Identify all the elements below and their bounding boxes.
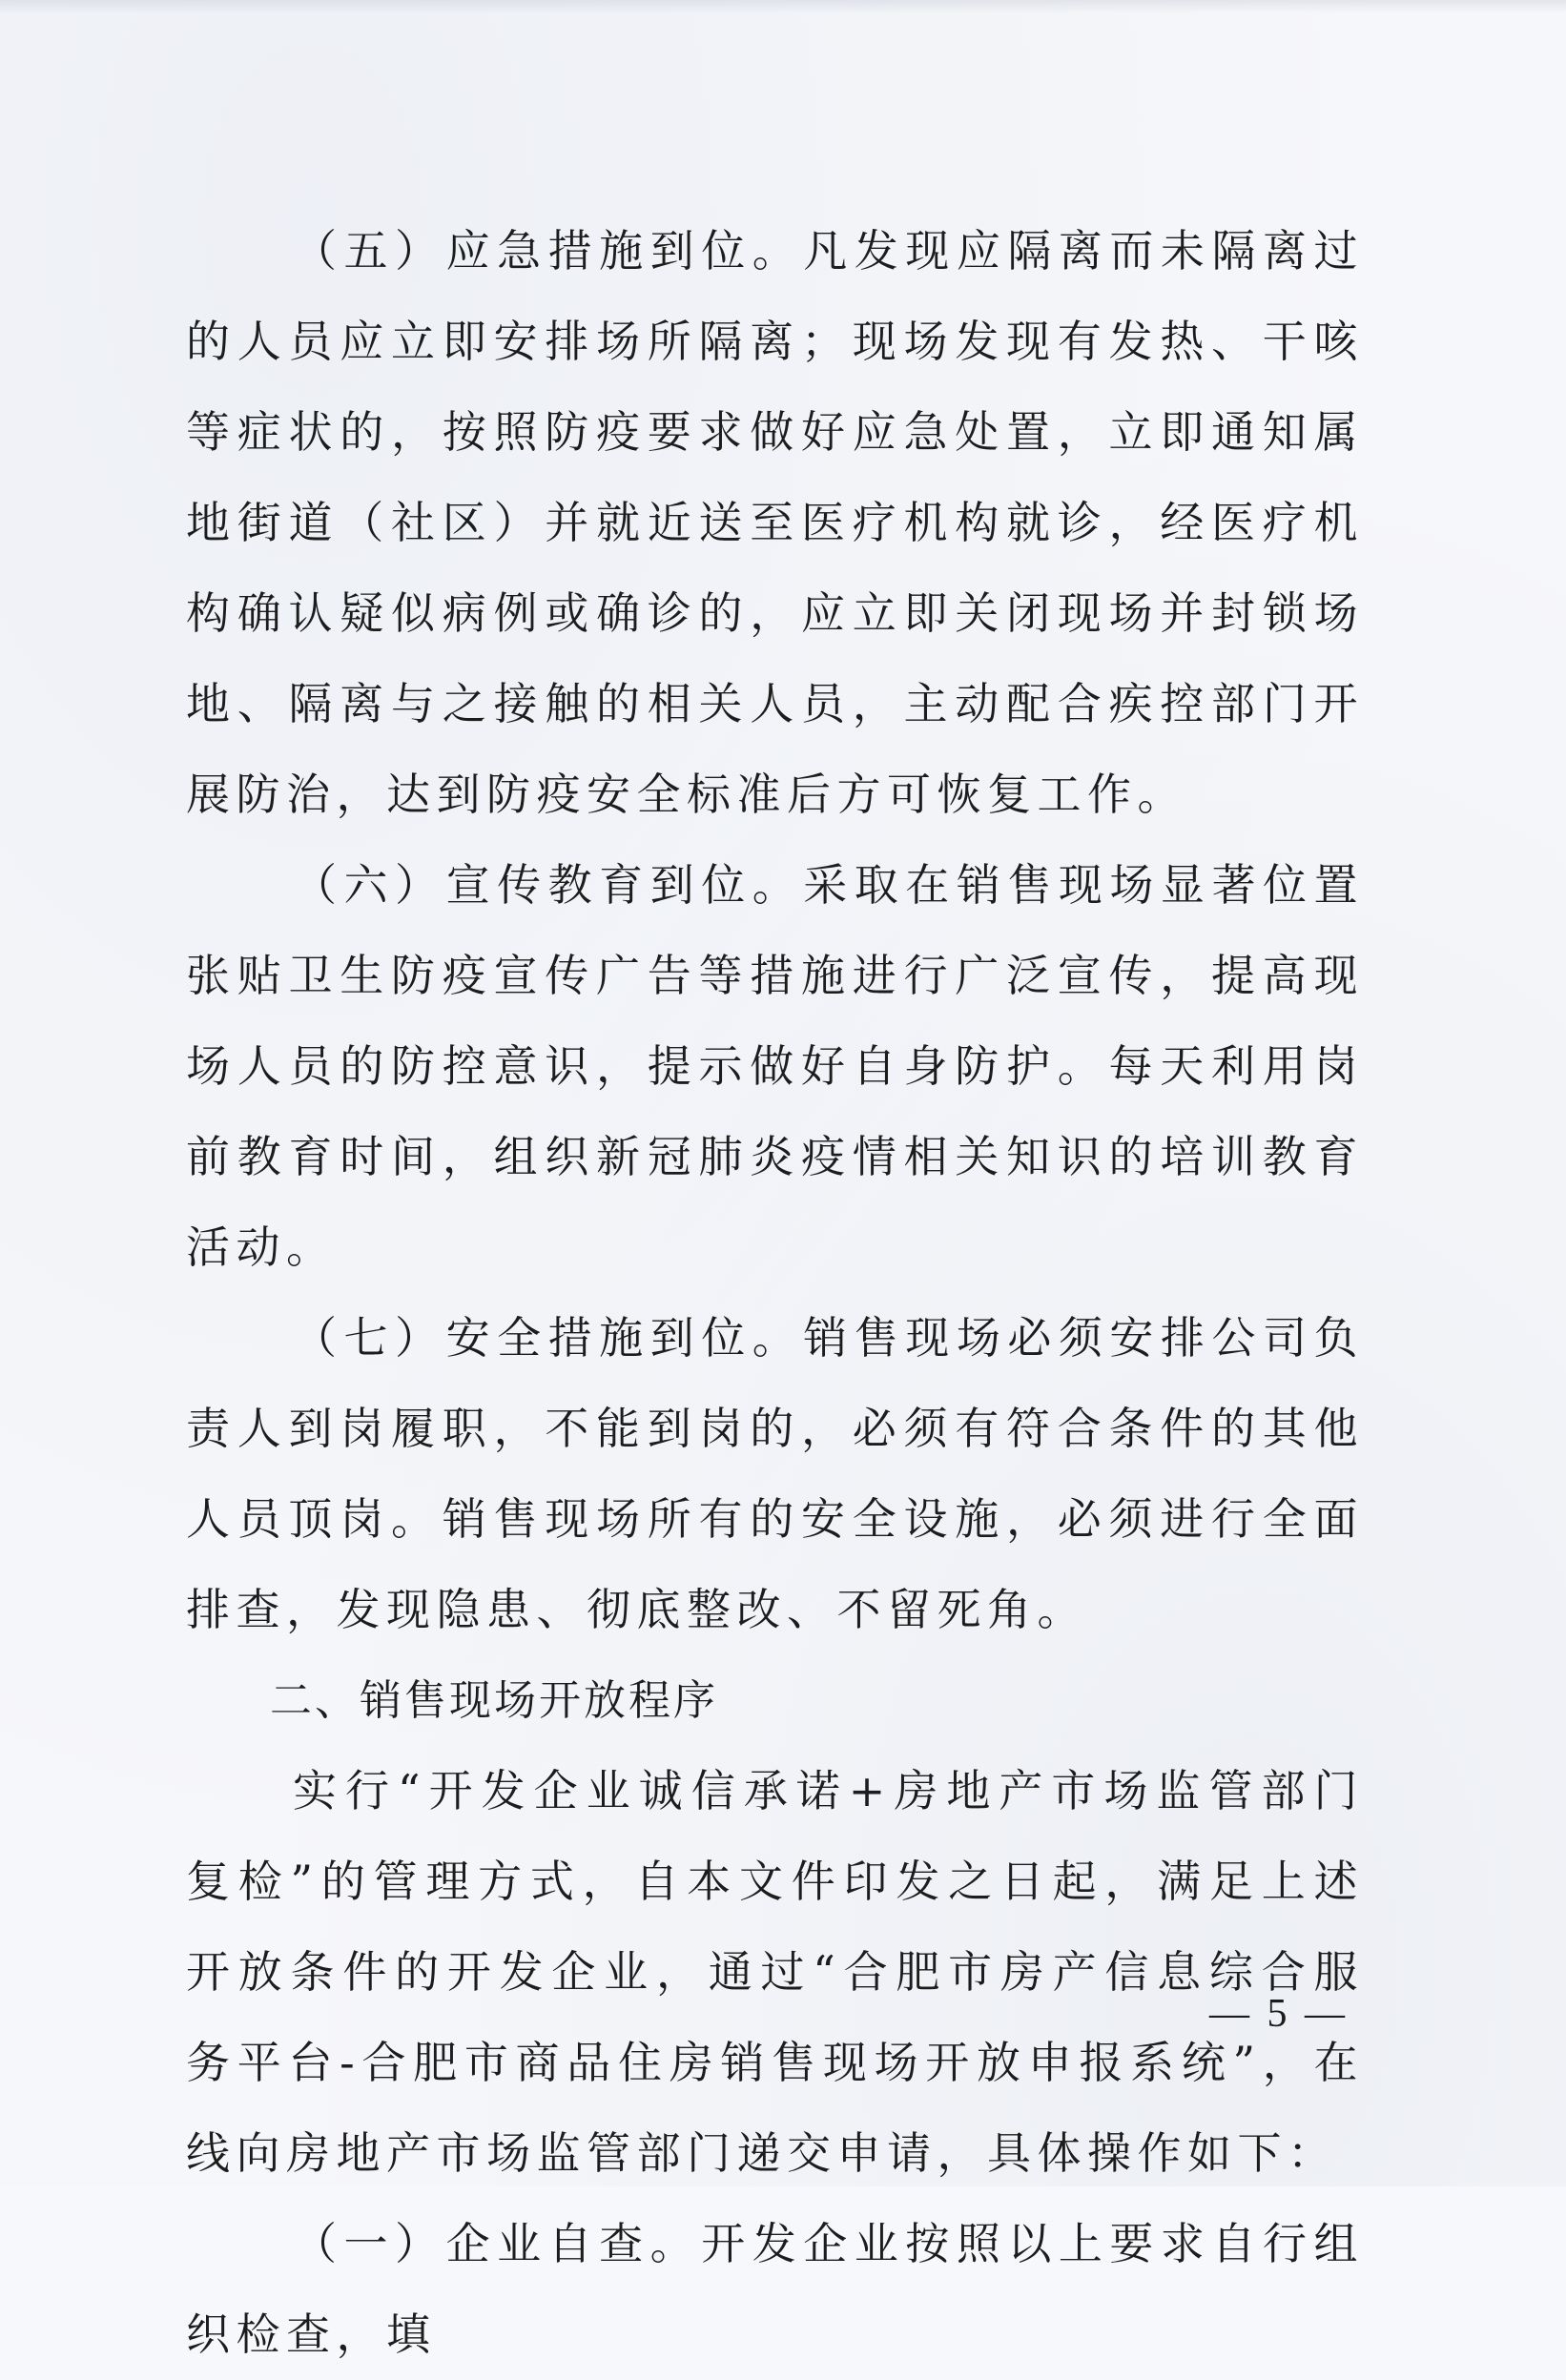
paragraph-safety-measures: （七）安全措施到位。销售现场必须安排公司负责人到岗履职，不能到岗的，必须有符合条件的其他人员顶岗。销售现场所有的安全设施，必须进行全面排查，发现隐患、彻底整改、不留死角。 [186,1312,1364,1635]
section-heading-opening-procedure: 二、销售现场开放程序 [270,1676,718,1725]
page-number: — 5 — [1209,1992,1349,2036]
paragraph-publicity-education: （六）宣传教育到位。采取在销售现场显著位置张贴卫生防疫宣传广告等措施进行广泛宣传，提高现场人员的防控意识，提示做好自身防护。每天利用岗前教育时间，组织新冠肺炎疫情相关知识的培训教育活动。 [186,859,1364,1273]
paragraph-management-method: 实行“开发企业诚信承诺+房地产市场监管部门复检”的管理方式，自本文件印发之日起，满足上述开放条件的开发企业，通过“合肥市房产信息综合服务平台-合肥市商品住房销售现场开放申报系统”，在线向房地产市场监管部门递交申请，具体操作如下： [186,1765,1364,2179]
document-body [186,206,1364,2380]
paragraph-emergency-measures: （五）应急措施到位。凡发现应隔离而未隔离过的人员应立即安排场所隔离；现场发现有发热、干咳等症状的，按照防疫要求做好应急处置，立即通知属地街道（社区）并就近送至医疗机构就诊，经医疗机构确认疑似病例或确诊的，应立即关闭现场并封锁场地、隔离与之接触的相关人员，主动配合疾控部门开展防治，达到防疫安全标准后方可恢复工作。 [186,225,1364,820]
paragraph-enterprise-self-check: （一）企业自查。开发企业按照以上要求自行组织检查，填 [186,2218,1364,2360]
scan-edge-shadow [0,0,1566,13]
